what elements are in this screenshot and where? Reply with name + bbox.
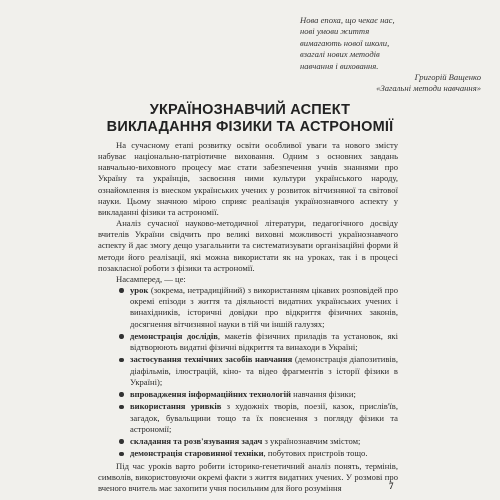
list-item (119, 331, 398, 353)
paragraph: Аналіз сучасної науково-методичної літератури, педагогічного досвіду вчителів України свідчить про великі виховні можливості українознавчого аспекту й дає змогу дещо узагальнити та систематизувати організаційні форми й методи його реалізації, які можна використати як на уроках, так і в процесі позакласної роботи з фізики та астрономії. (98, 218, 398, 273)
list-item-term: демонстрація дослідів (130, 330, 218, 341)
list-item-text: (зокрема, нетрадиційний) з використанням цікавих розповідей про окремі епізоди з життя та діяльності видатних українських учених і винахідників, історичні довідки про відкриття фізичних законів, досягнення вітчизняної науки в тій чи іншій галузях; (130, 285, 398, 329)
epigraph-line: Нова епоха, що чекає нас, (300, 15, 395, 25)
list-item-text: , макетів фізичних приладів та установок, які відтворюють видатні фізичні відкриття та винаходи в Україні; (130, 330, 398, 352)
list-item (119, 285, 398, 330)
list-item-term: застосування технічних засобів навчання (130, 354, 293, 365)
paragraph: На сучасному етапі розвитку освіти особливої уваги та нового змісту набуває національно-патріотичне виховання. Одним з основних завдань навчально-виховного процесу має стати забезпечення учнів знаннями про Україну та українців, засвоєння ними культури українського народу, ознайомлення із внеском українських учених у розвиток вітчизняної та світової науки. Цьому значною мірою сприяє реалізація українознавчого аспекту у викладанні фізики та астрономії. (98, 140, 398, 217)
list-item (119, 436, 398, 447)
epigraph-author: Григорій Ващенко (414, 72, 481, 83)
list-item-term: складання та розв'язування задач (130, 436, 263, 446)
list-item-text: з українознавчим змістом; (262, 436, 361, 446)
epigraph-source: «Загальні методи навчання» (376, 83, 481, 94)
list-item (119, 401, 398, 434)
list-item (119, 389, 398, 400)
list-item-text: навчання фізики; (291, 389, 356, 399)
list-item (119, 448, 398, 459)
chapter-title (0, 102, 500, 136)
chapter-title-line-2: ВИКЛАДАННЯ ФІЗИКИ ТА АСТРОНОМІЇ (106, 119, 394, 135)
epigraph-line: нові умови життя (300, 26, 370, 37)
list-item-term: впровадження інформаційних технологій (130, 389, 291, 399)
list-item-term: демонстрація старовинної техніки (130, 448, 264, 459)
epigraph-line: навчання і виховання. (300, 60, 379, 71)
list-item-text: , побутових пристроїв тощо. (263, 448, 368, 459)
list-item-text: (демонстрація діапозитивів, діафільмів, ілюстрацій, кіно- та відео фрагментів з історії фізики в Україні); (130, 354, 398, 387)
body-text (98, 140, 398, 494)
list-item (119, 354, 398, 387)
closing-paragraph: Під час уроків варто робити історико-генетичний аналіз понять, термінів, символів, використовуючи окремі факти з життя видатних учених. У розмові про вченого вчитель має захопити учня посильним для його розуміння (98, 460, 398, 493)
epigraph-line: взагалі нових методів (300, 49, 380, 60)
list-intro: Насамперед, — це: (116, 273, 186, 284)
list-item-text: з художніх творів, поезії, казок, прислів'їв, загадок, бувальщини тощо та їх пояснення з погляду фізики та астрономії; (130, 401, 398, 434)
bullet-list (98, 285, 398, 459)
page-number: 7 (389, 481, 394, 491)
list-item-term: використання уривків (130, 401, 222, 412)
chapter-title-line-1: УКРАЇНОЗНАВЧИЙ АСПЕКТ (149, 102, 351, 118)
list-item-term: урок (130, 285, 149, 296)
epigraph-line: вимагають нової школи, (300, 37, 390, 48)
epigraph (300, 15, 485, 95)
